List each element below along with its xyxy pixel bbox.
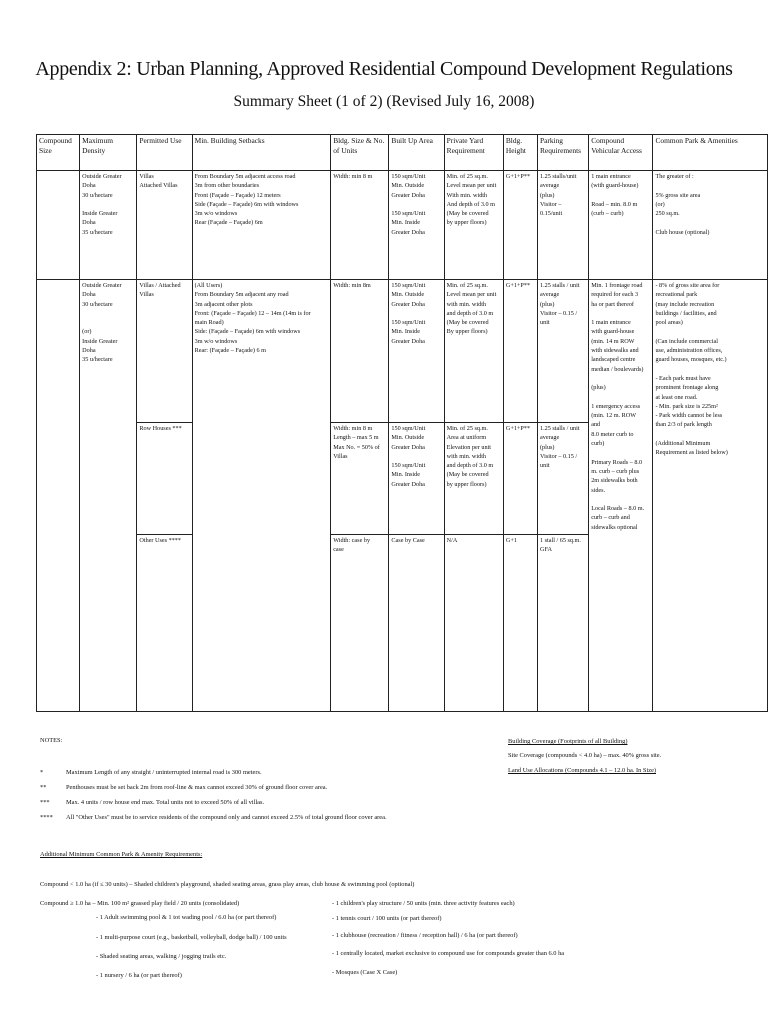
cell-line: (may include recreation xyxy=(655,300,715,308)
header-park-amenities: Common Park & Amenities xyxy=(653,135,768,171)
cell-line: 1 stall / 65 sq.m. xyxy=(540,537,581,544)
header-vehicular-access: Compound Vehicular Access xyxy=(589,135,653,171)
cell-line: Greater Doha xyxy=(391,228,425,236)
cell-line: Side (Façade – Façade) 6m with windows xyxy=(194,200,299,208)
cell-line: With min. width xyxy=(446,191,488,199)
amenity-left-item: - 1 Adult swimming pool & 1 tot wading pool / 6.0 ha (or part thereof) xyxy=(96,914,277,921)
cell-line: Min. of 25 sq.m. xyxy=(446,425,488,432)
cell-line: Greater Doha xyxy=(391,443,425,451)
page-title: Appendix 2: Urban Planning, Approved Residential Compound Development Regulations xyxy=(35,58,733,80)
cell-line: 150 sqm/Unit xyxy=(391,173,426,180)
cell-line: (May be covered xyxy=(446,471,489,479)
cell-permitted-use xyxy=(137,535,192,712)
cell-bldg-size xyxy=(331,535,389,712)
cell-line: Length – max 5 m xyxy=(333,434,379,442)
cell-line: (Additional Minimum xyxy=(655,440,711,448)
cell-line: (plus) xyxy=(591,384,606,392)
cell-line: 1.25 stalls/unit xyxy=(540,173,577,180)
cell-line: 150 sqm/Unit xyxy=(391,319,426,327)
note-item xyxy=(40,813,387,822)
cell-line: 8.0 meter curb to xyxy=(591,430,634,438)
amenity-heading: Additional Minimum Common Park & Amenity Requirements: xyxy=(40,851,203,858)
coverage-heading: Building Coverage (Footprints of all Building) xyxy=(508,738,628,745)
cell-line: 150 sqm/Unit xyxy=(391,462,426,470)
cell-line: 3m w/o windows xyxy=(194,210,238,218)
cell-yard xyxy=(444,280,503,423)
cell-line: Villas xyxy=(139,173,154,180)
cell-line: Inside Greater xyxy=(82,210,118,218)
cell-line: curb – curb and xyxy=(591,514,630,522)
cell-line: and depth of 3.0 m xyxy=(446,462,494,470)
note-mark: *** xyxy=(40,799,50,806)
cell-line: pool areas) xyxy=(655,319,683,327)
amenity-right-item: - 1 centrally located, market exclusive to compound use for compounds greater than 6.0 ha xyxy=(332,950,565,957)
cell-line: (May be covered xyxy=(446,210,489,218)
cell-line: Min. of 25 sq.m. xyxy=(446,282,488,289)
amenity-right-item: - Mosques (Case X Case) xyxy=(332,969,398,976)
cell-line: G+1+P** xyxy=(505,282,531,289)
cell-line: Requirement as listed below) xyxy=(655,449,728,457)
cell-line xyxy=(82,318,134,327)
cell-height xyxy=(503,171,537,280)
cell-line: sides. xyxy=(591,486,606,494)
cell-line: Visitor – xyxy=(540,200,562,208)
cell-line: average xyxy=(540,434,560,442)
cell-line: by upper floors) xyxy=(446,219,487,227)
cell-line: unit xyxy=(540,462,550,470)
header-parking: Parking Requirements xyxy=(538,135,589,171)
amenity-line-large: Compound ≥ 1.0 ha – Min. 100 m² grassed play field / 20 units (consolidated) xyxy=(40,900,240,907)
cell-line: The greater of : xyxy=(655,173,694,180)
cell-height xyxy=(503,280,537,423)
cell-line: Visitor – 0.15 / xyxy=(540,452,578,460)
notes-heading: NOTES: xyxy=(40,737,63,744)
cell-line: 150 sqm/Unit xyxy=(391,210,426,218)
cell-line: Villas xyxy=(139,291,154,299)
cell-line: 1.25 stalls / unit xyxy=(540,425,580,432)
cell-line: (plus) xyxy=(540,300,555,308)
cell-built-up xyxy=(389,423,444,535)
cell-line xyxy=(82,200,134,209)
cell-line: And depth of 3.0 m xyxy=(446,200,495,208)
page-subtitle: Summary Sheet (1 of 2) (Revised July 16, 2008) xyxy=(233,93,535,110)
cell-line: 30 u/hectare xyxy=(82,191,113,199)
cell-compound-size xyxy=(37,280,80,712)
amenity-right-item: - 1 children's play structure / 50 units (min. three activity features each) xyxy=(332,900,515,907)
cell-line: Other Uses **** xyxy=(139,537,181,544)
cell-line: Outside Greater xyxy=(82,282,122,289)
cell-line xyxy=(391,452,441,461)
cell-line xyxy=(655,430,765,439)
cell-line: with min. width xyxy=(446,452,487,460)
note-mark: **** xyxy=(40,814,53,821)
amenity-right-item: - 1 tennis court / 100 units (or part thereof) xyxy=(332,915,442,922)
cell-line: (or) xyxy=(655,200,665,208)
regulations-table xyxy=(36,134,768,712)
cell-line: and depth of 3.0 m xyxy=(446,309,494,317)
cell-line: by upper floors) xyxy=(446,480,487,488)
cell-line: Doha xyxy=(82,182,96,190)
cell-line: buildings / facilities, and xyxy=(655,309,717,317)
cell-line: Min. 1 frontage road xyxy=(591,282,643,289)
cell-line: Doha xyxy=(82,347,96,355)
cell-line: 250 sq.m. xyxy=(655,210,680,218)
cell-line: Min. Inside xyxy=(391,219,420,227)
cell-line: recreational park xyxy=(655,291,698,299)
amenity-line-small: Compound < 1.0 ha (if ≤ 30 units) – Shaded children's playground, shaded seating areas, grass play areas, club house & swimming pool (optional) xyxy=(40,881,415,888)
cell-line: Attached Villas xyxy=(139,182,178,190)
cell-line: GFA xyxy=(540,546,552,554)
cell-line: Level mean per unit xyxy=(446,182,497,190)
cell-line: Case by Case xyxy=(391,537,425,544)
cell-line: From Boundary 5m adjacent access road xyxy=(194,173,296,180)
note-item xyxy=(40,783,327,792)
cell-line: (Can include commercial xyxy=(655,337,718,345)
cell-line xyxy=(655,327,765,336)
cell-line: 1 main entrance xyxy=(591,319,631,327)
cell-line: 35 u/hectare xyxy=(82,228,113,236)
cell-bldg-size xyxy=(331,171,389,280)
cell-line: Inside Greater xyxy=(82,337,118,345)
cell-built-up xyxy=(389,280,444,423)
cell-line: Front (Façade – Façade) 12 meters xyxy=(194,191,281,199)
cell-line: 3m from other boundaries xyxy=(194,182,260,190)
cell-line: ha or part thereof xyxy=(591,300,634,308)
cell-line: (plus) xyxy=(540,443,555,451)
cell-parking xyxy=(538,171,589,280)
cell-line: Greater Doha xyxy=(391,191,425,199)
cell-line: (All Users) xyxy=(194,282,223,289)
cell-line: Level mean per unit xyxy=(446,291,497,299)
cell-line xyxy=(655,218,765,227)
cell-line: Width: min 8 m xyxy=(333,425,373,432)
cell-permitted-use xyxy=(137,280,192,423)
cell-line: Greater Doha xyxy=(391,300,425,308)
cell-line xyxy=(591,191,650,200)
cell-line: Rear (Façade – Façade) 6m xyxy=(194,219,263,227)
table-header-row xyxy=(37,135,768,171)
header-bldg-size: Bldg. Size & No. of Units xyxy=(331,135,389,171)
cell-line: median / boulevards) xyxy=(591,365,644,373)
cell-line: Min. Outside xyxy=(391,182,425,190)
cell-line: (or) xyxy=(82,328,92,336)
cell-line: Min. Outside xyxy=(391,291,425,299)
note-mark: ** xyxy=(40,784,47,791)
cell-access xyxy=(589,171,653,280)
cell-line: 150 sqm/Unit xyxy=(391,425,426,432)
cell-line xyxy=(591,448,650,457)
cell-line: 1.25 stalls / unit xyxy=(540,282,580,289)
cell-compound-size xyxy=(37,171,80,280)
cell-line: Doha xyxy=(82,219,96,227)
cell-line: with sidewalks and xyxy=(591,347,639,355)
cell-line: Row Houses *** xyxy=(139,425,182,432)
cell-line: curb) xyxy=(591,440,605,448)
cell-line: with min. width xyxy=(446,300,487,308)
cell-line: average xyxy=(540,182,560,190)
cell-line xyxy=(655,181,765,190)
cell-line: unit xyxy=(540,319,550,327)
cell-line xyxy=(391,200,441,209)
cell-line: and xyxy=(591,421,601,429)
cell-access xyxy=(589,280,653,712)
note-text: Maximum Length of any straight / uninterrupted internal road is 300 meters. xyxy=(66,769,262,776)
cell-line: Side: (Façade – Façade) 6m with windows xyxy=(194,328,301,336)
cell-line: Club house (optional) xyxy=(655,228,710,236)
cell-line: G+1+P** xyxy=(505,425,531,432)
cell-line: main Road) xyxy=(194,319,224,327)
cell-line xyxy=(655,365,765,374)
cell-built-up xyxy=(389,171,444,280)
land-use-heading: Land Use Allocations (Compounds 4.1 – 12.0 ha. In Size) xyxy=(508,767,657,774)
cell-line xyxy=(591,309,650,318)
cell-bldg-size xyxy=(331,423,389,535)
cell-line: Width: min 8m xyxy=(333,282,371,289)
cell-setbacks xyxy=(192,280,331,712)
cell-line: (with guard-house) xyxy=(591,182,639,190)
cell-line: - Each park must have xyxy=(655,374,711,382)
cell-line: By upper floors) xyxy=(446,328,488,336)
cell-line: 2m sidewalks both xyxy=(591,477,638,485)
cell-line: 1 main entrance xyxy=(591,173,631,180)
cell-line: 0.15/unit xyxy=(540,210,563,218)
cell-line: Rear: (Façade – Façade) 6 m xyxy=(194,347,266,355)
cell-line: Villas xyxy=(333,452,348,460)
cell-parking xyxy=(538,535,589,712)
cell-line: From Boundary 5m adjacent any road xyxy=(194,291,289,299)
cell-line: 35 u/hectare xyxy=(82,356,113,364)
cell-height xyxy=(503,535,537,712)
cell-line: 1 emergency access xyxy=(591,402,641,410)
cell-built-up xyxy=(389,535,444,712)
cell-line: Doha xyxy=(82,291,96,299)
note-item xyxy=(40,768,262,777)
cell-line: landscaped centre xyxy=(591,356,636,364)
cell-line: Villas / Attached xyxy=(139,282,181,289)
cell-line: with guard-house xyxy=(591,328,635,336)
cell-line xyxy=(591,495,650,504)
cell-height xyxy=(503,423,537,535)
cell-line: m. curb – curb plus xyxy=(591,467,640,475)
amenity-left-item: - 1 nursery / 6 ha (or part thereof) xyxy=(96,972,182,979)
cell-line: - Park width cannot be less xyxy=(655,412,723,420)
cell-line: 30 u/hectare xyxy=(82,300,113,308)
header-bldg-height: Bldg. Height xyxy=(503,135,537,171)
cell-line: at least one road. xyxy=(655,393,698,401)
cell-parking xyxy=(538,423,589,535)
cell-line: (curb – curb) xyxy=(591,210,624,218)
cell-park xyxy=(653,171,768,280)
cell-line: Road – min. 8.0 m xyxy=(591,200,638,208)
cell-line: Width: case by xyxy=(333,537,371,544)
cell-line: Min. of 25 sq.m. xyxy=(446,173,488,180)
cell-line: 150 sqm/Unit xyxy=(391,282,426,289)
cell-line: prominent frontage along xyxy=(655,384,719,392)
cell-line xyxy=(591,393,650,402)
cell-line: - 8% of gross site area for xyxy=(655,282,720,289)
cell-setbacks xyxy=(192,171,331,280)
cell-line: Local Roads – 8.0 m. xyxy=(591,505,645,513)
header-compound-size: Compound Size xyxy=(37,135,80,171)
note-item xyxy=(40,798,264,807)
cell-line: Outside Greater xyxy=(82,173,122,180)
cell-density xyxy=(80,280,137,712)
cell-line: Min. Outside xyxy=(391,434,425,442)
cell-line: required for each 3 xyxy=(591,291,639,299)
table-row xyxy=(37,171,768,280)
cell-line: sidewalks optional xyxy=(591,523,638,531)
cell-line: case xyxy=(333,546,344,554)
cell-permitted-use xyxy=(137,171,192,280)
cell-bldg-size xyxy=(331,280,389,423)
cell-park xyxy=(653,280,768,712)
cell-line: (min. 12 m. ROW xyxy=(591,412,637,420)
table-row xyxy=(37,280,768,423)
cell-line xyxy=(591,374,650,383)
cell-permitted-use xyxy=(137,423,192,535)
cell-line: G+1 xyxy=(505,537,517,544)
cell-line: 3m adjacent other plots xyxy=(194,300,253,308)
cell-line: average xyxy=(540,291,560,299)
note-text: All "Other Uses" must be to service residents of the compound only and cannot exceed 2.5% of total ground floor cover area. xyxy=(66,814,387,821)
cell-line: Area at uniform xyxy=(446,434,487,442)
note-mark: * xyxy=(40,769,44,776)
cell-density xyxy=(80,171,137,280)
cell-line: Max No. = 50% of xyxy=(333,443,380,451)
cell-line: than 2/3 of park length xyxy=(655,421,712,429)
amenity-right-item: - 1 clubhouse (recreation / fitness / reception hall) / 6 ha (or part thereof) xyxy=(332,932,518,939)
header-max-density: Maximum Density xyxy=(80,135,137,171)
cell-line: Greater Doha xyxy=(391,480,425,488)
cell-line: Front: (Façade – Façade) 12 – 14m (14m is for xyxy=(194,309,311,317)
cell-line: use, administration offices, xyxy=(655,347,723,355)
note-text: Max. 4 units / row house end max. Total units not to exceed 50% of all villas. xyxy=(66,799,265,806)
cell-line: 3m w/o windows xyxy=(194,337,238,345)
cell-line: (May be covered xyxy=(446,319,489,327)
cell-line: Primary Roads – 8.0 xyxy=(591,458,643,466)
cell-line: Greater Doha xyxy=(391,337,425,345)
header-private-yard: Private Yard Requirement xyxy=(444,135,503,171)
cell-line: Width: min 8 m xyxy=(333,173,373,180)
cell-line: guard houses, mosques, etc.) xyxy=(655,356,727,364)
cell-line: G+1+P** xyxy=(505,173,531,180)
coverage-text: Site Coverage (compounds < 4.0 ha) – max. 40% gross site. xyxy=(508,752,662,759)
cell-line: (plus) xyxy=(540,191,555,199)
cell-yard xyxy=(444,423,503,535)
cell-yard xyxy=(444,535,503,712)
cell-line xyxy=(82,309,134,318)
cell-line: Visitor – 0.15 / xyxy=(540,309,578,317)
cell-line xyxy=(391,309,441,318)
cell-line: N/A xyxy=(446,537,458,544)
cell-line: Min. Inside xyxy=(391,328,420,336)
amenity-left-item: - 1 multi-purpose court (e.g., basketball, volleyball, dodge ball) / 100 units xyxy=(96,934,287,941)
cell-line: (min. 14 m ROW xyxy=(591,337,635,345)
header-setbacks: Min. Building Setbacks xyxy=(192,135,331,171)
cell-line: Min. Inside xyxy=(391,471,420,479)
cell-parking xyxy=(538,280,589,423)
note-text: Penthouses must be set back 2m from roof-line & max cannot exceed 30% of ground floor cover area. xyxy=(66,784,328,791)
header-permitted-use: Permitted Use xyxy=(137,135,192,171)
cell-yard xyxy=(444,171,503,280)
header-built-up-area: Built Up Area xyxy=(389,135,444,171)
cell-line: - Min. park size is 225m² xyxy=(655,402,718,410)
cell-line: Elevation per unit xyxy=(446,443,491,451)
cell-line: 5% gross site area xyxy=(655,191,701,199)
amenity-left-item: - Shaded seating areas, walking / jogging trails etc. xyxy=(96,953,227,960)
